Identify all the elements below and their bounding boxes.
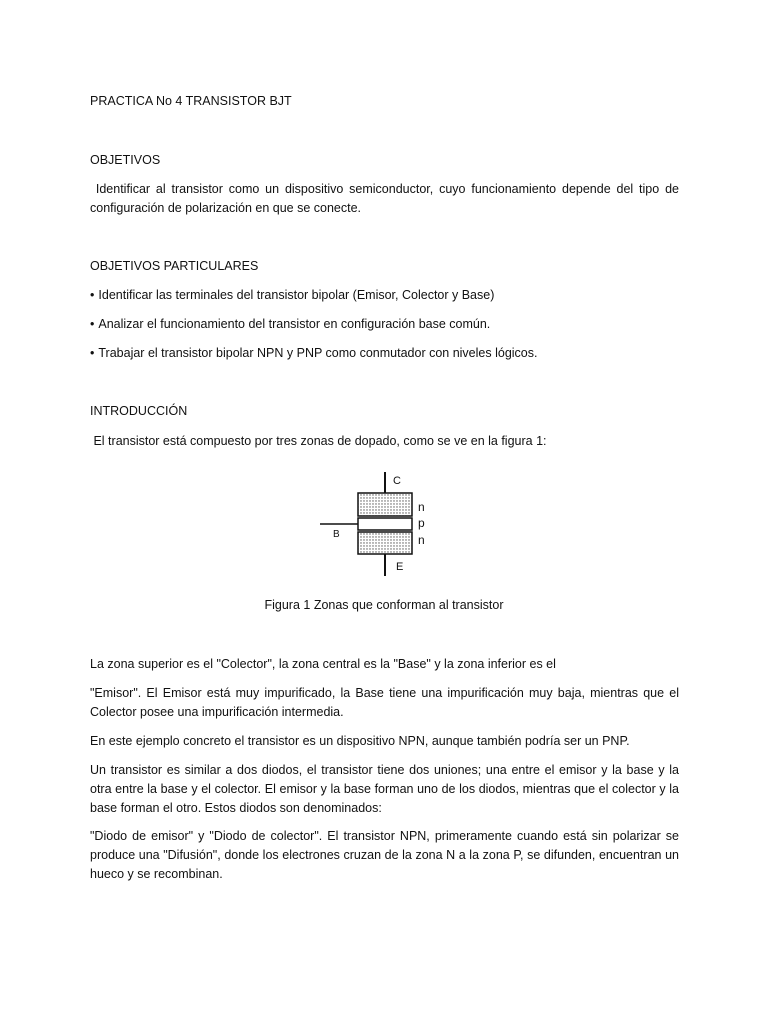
- objetivos-heading: OBJETIVOS: [90, 153, 161, 167]
- bullet-item: [90, 286, 494, 305]
- label-c: C: [393, 475, 401, 487]
- bullet-item: [90, 344, 537, 363]
- paragraph: En este ejemplo concreto el transistor es un dispositivo NPN, aunque también podría ser un PNP.: [90, 734, 630, 748]
- intro-text: El transistor está compuesto por tres zonas de dopado, como se ve en la figura 1:: [90, 434, 547, 448]
- label-b: B: [333, 529, 340, 540]
- bullet-text: Analizar el funcionamiento del transistor en configuración base común.: [98, 317, 491, 331]
- bullet-marker: •: [90, 288, 95, 302]
- label-e: E: [396, 561, 404, 573]
- objetivos-text: Identificar al transistor como un dispositivo semiconductor, cuyo funcionamiento depende del tipo de configuración de polarización en que se conecte.: [90, 182, 683, 215]
- bullet-item: [90, 315, 490, 334]
- base-zone: [358, 518, 412, 530]
- bullet-text: Identificar las terminales del transistor bipolar (Emisor, Colector y Base): [98, 288, 495, 302]
- emitter-zone: [358, 532, 412, 554]
- label-n-bottom: n: [418, 533, 425, 547]
- intro-heading: INTRODUCCIÓN: [90, 404, 188, 418]
- bullet-marker: •: [90, 346, 95, 360]
- paragraph: "Emisor". El Emisor está muy impurificado, la Base tiene una impurificación muy baja, mientras que el Colector posee una impurificación intermedia.: [90, 686, 679, 719]
- particulares-heading: OBJETIVOS PARTICULARES: [90, 259, 259, 273]
- bullet-marker: •: [90, 317, 95, 331]
- document-title: PRACTICA No 4 TRANSISTOR BJT: [90, 94, 292, 108]
- paragraph: La zona superior es el "Colector", la zona central es la "Base" y la zona inferior es el: [90, 657, 556, 671]
- bullet-text: Trabajar el transistor bipolar NPN y PNP como conmutador con niveles lógicos.: [98, 346, 538, 360]
- paragraph: Un transistor es similar a dos diodos, el transistor tiene dos uniones; una entre el emisor y la base y la otra entre la base y el colector. El emisor y la base forman uno de los diodos, mientras que el colector y la base forman el otro. Estos diodos son denominados:: [90, 763, 679, 815]
- label-n-top: n: [418, 500, 425, 514]
- transistor-figure: [312, 464, 456, 586]
- transistor-diagram: [312, 464, 456, 586]
- label-p: p: [418, 516, 425, 530]
- figure-caption: Figura 1 Zonas que conforman al transistor: [264, 598, 504, 612]
- paragraph: "Diodo de emisor" y "Diodo de colector". El transistor NPN, primeramente cuando está sin polarizar se produce una "Difusión", donde los electrones cruzan de la zona N a la zona P, se difunden, encuentran un hueco y se recombinan.: [90, 829, 679, 881]
- collector-zone: [358, 493, 412, 516]
